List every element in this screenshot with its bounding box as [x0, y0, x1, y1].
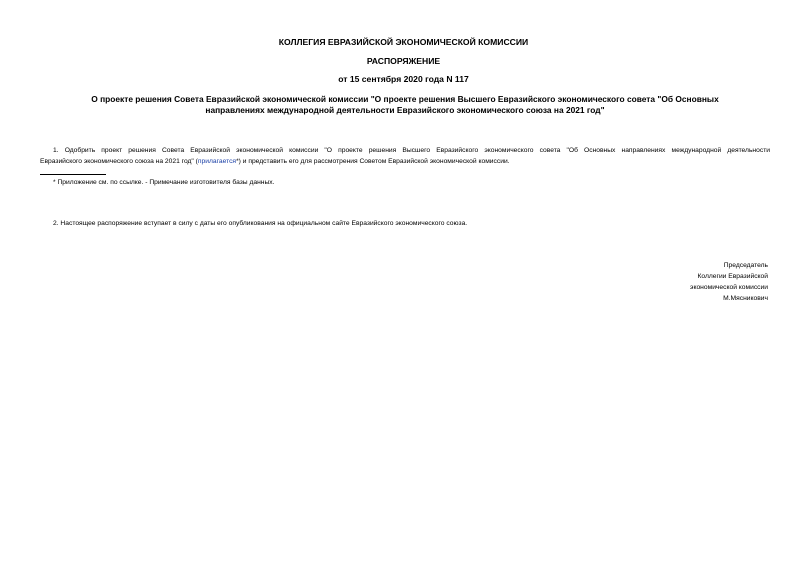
- paragraph-1-line-1: 1. Одобрить проект решения Совета Евразийской экономической комиссии "О проекте решения Высшего Евразийского экономического совета "Об Основных направлениях международной деятельности: [53, 147, 770, 154]
- paragraph-2: 2. Настоящее распоряжение вступает в силу с даты его опубликования на официальном сайте Евразийского экономического союза.: [53, 220, 468, 227]
- document-title-line-2: направлениях международной деятельности Евразийского экономического союза на 2021 год": [205, 105, 605, 115]
- signature-body-line-1: Коллегии Евразийской: [697, 273, 768, 280]
- paragraph-1-text-before-link: Евразийского экономического союза на 2021 год" (: [40, 158, 198, 165]
- signature-name: М.Мясникович: [723, 295, 768, 302]
- footnote-divider: [40, 174, 106, 175]
- signature-block: [690, 260, 768, 304]
- document-date-number: от 15 сентября 2020 года N 117: [338, 74, 469, 84]
- paragraph-1-text-after-link: *) и представить его для рассмотрения Советом Евразийской экономической комиссии.: [236, 158, 510, 165]
- paragraph-1-line-2: [40, 156, 770, 167]
- document-title-line-1: О проекте решения Совета Евразийской экономической комиссии "О проекте решения Высшего Евразийского экономического совета "Об Основных: [91, 94, 719, 104]
- organization-header: КОЛЛЕГИЯ ЕВРАЗИЙСКОЙ ЭКОНОМИЧЕСКОЙ КОМИССИИ: [278, 37, 529, 47]
- document-type: РАСПОРЯЖЕНИЕ: [366, 56, 441, 66]
- signature-position: Председатель: [723, 262, 768, 269]
- annex-link[interactable]: прилагается: [197, 158, 237, 165]
- footnote: * Приложение см. по ссылке. - Примечание изготовителя базы данных.: [53, 179, 275, 186]
- paragraph-1: [40, 145, 770, 167]
- signature-body-line-2: экономической комиссии: [690, 284, 768, 291]
- document-title: [60, 94, 750, 116]
